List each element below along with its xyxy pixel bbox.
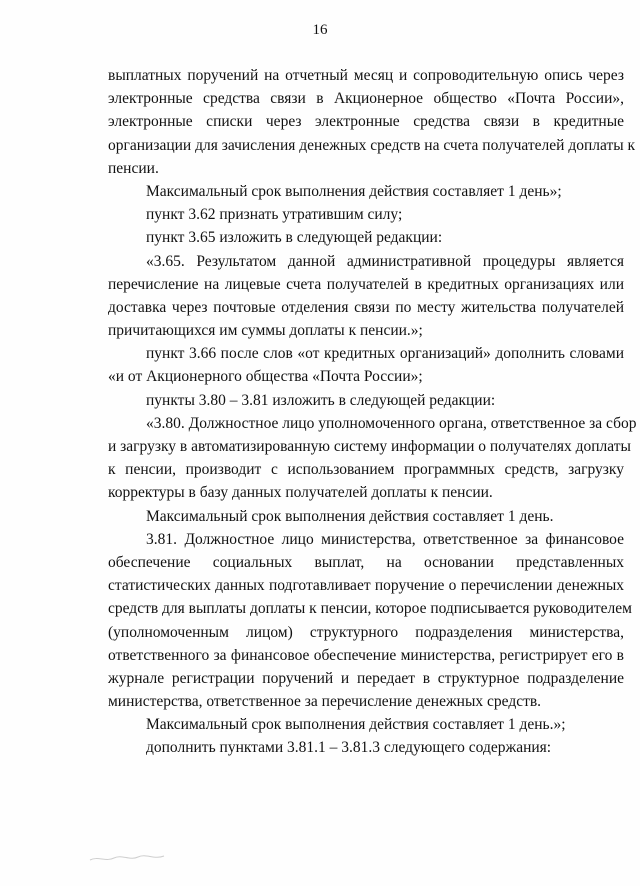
text-line: пункты 3.80 – 3.81 изложить в следующей редакции: [146, 391, 496, 409]
text-line: обеспечение социальных выплат, на основании представленных [108, 553, 624, 571]
text-line: пункт 3.62 признать утратившим силу; [146, 206, 403, 224]
text-line: электронные списки через электронные средства связи в кредитные [108, 113, 624, 131]
text-line: «3.65. Результатом данной административной процедуры является [146, 252, 624, 270]
text-line: причитающихся им суммы доплаты к пенсии.»; [108, 322, 423, 340]
page-number: 16 [312, 22, 328, 38]
text-line: к пенсии, производит с использованием программных средств, загрузку [108, 461, 624, 479]
text-line: 3.81. Должностное лицо министерства, ответственное за финансовое [146, 530, 624, 548]
text-line: организации для зачисления денежных средств на счета получателей доплаты к [108, 136, 636, 154]
text-line: статистических данных подготавливает поручение о перечислении денежных [108, 577, 624, 595]
text-line: корректуры в базу данных получателей доплаты к пенсии. [108, 484, 493, 502]
document-body [108, 64, 637, 760]
text-line: министерства, ответственное за перечисление денежных средств. [108, 693, 542, 711]
text-line: (уполномоченным лицом) структурного подразделения министерства, [108, 623, 624, 641]
text-line: пункт 3.65 изложить в следующей редакции: [146, 229, 443, 247]
text-line: пункт 3.66 после слов «от кредитных организаций» дополнить словами [146, 345, 624, 363]
text-line: «и от Акционерного общества «Почта России»; [108, 368, 423, 386]
text-line: средств для выплаты доплаты к пенсии, которое подписывается руководителем [108, 600, 632, 618]
text-line: дополнить пунктами 3.81.1 – 3.81.3 следующего содержания: [146, 739, 552, 757]
text-line: пенсии. [108, 159, 159, 177]
text-line: «3.80. Должностное лицо уполномоченного органа, ответственное за сбор [146, 414, 637, 432]
text-line: журнале регистрации поручений и передает в структурное подразделение [108, 669, 624, 687]
text-line: доставка через почтовые отделения связи по месту жительства получателей [108, 298, 624, 316]
text-line: выплатных поручений на отчетный месяц и сопроводительную опись через [108, 67, 624, 84]
text-line: электронные средства связи в Акционерное общество «Почта России», [108, 90, 624, 108]
text-line: перечисление на лицевые счета получателей в кредитных организациях или [108, 275, 624, 293]
text-line: ответственного за финансовое обеспечение министерства, регистрирует его в [108, 646, 624, 664]
text-line: Максимальный срок выполнения действия составляет 1 день»; [146, 182, 562, 200]
text-line: и загрузку в автоматизированную систему информации о получателях доплаты [108, 438, 631, 455]
scan-artifact-mark [88, 852, 166, 864]
text-line: Максимальный срок выполнения действия составляет 1 день. [146, 507, 554, 525]
text-line: Максимальный срок выполнения действия составляет 1 день.»; [146, 716, 566, 734]
